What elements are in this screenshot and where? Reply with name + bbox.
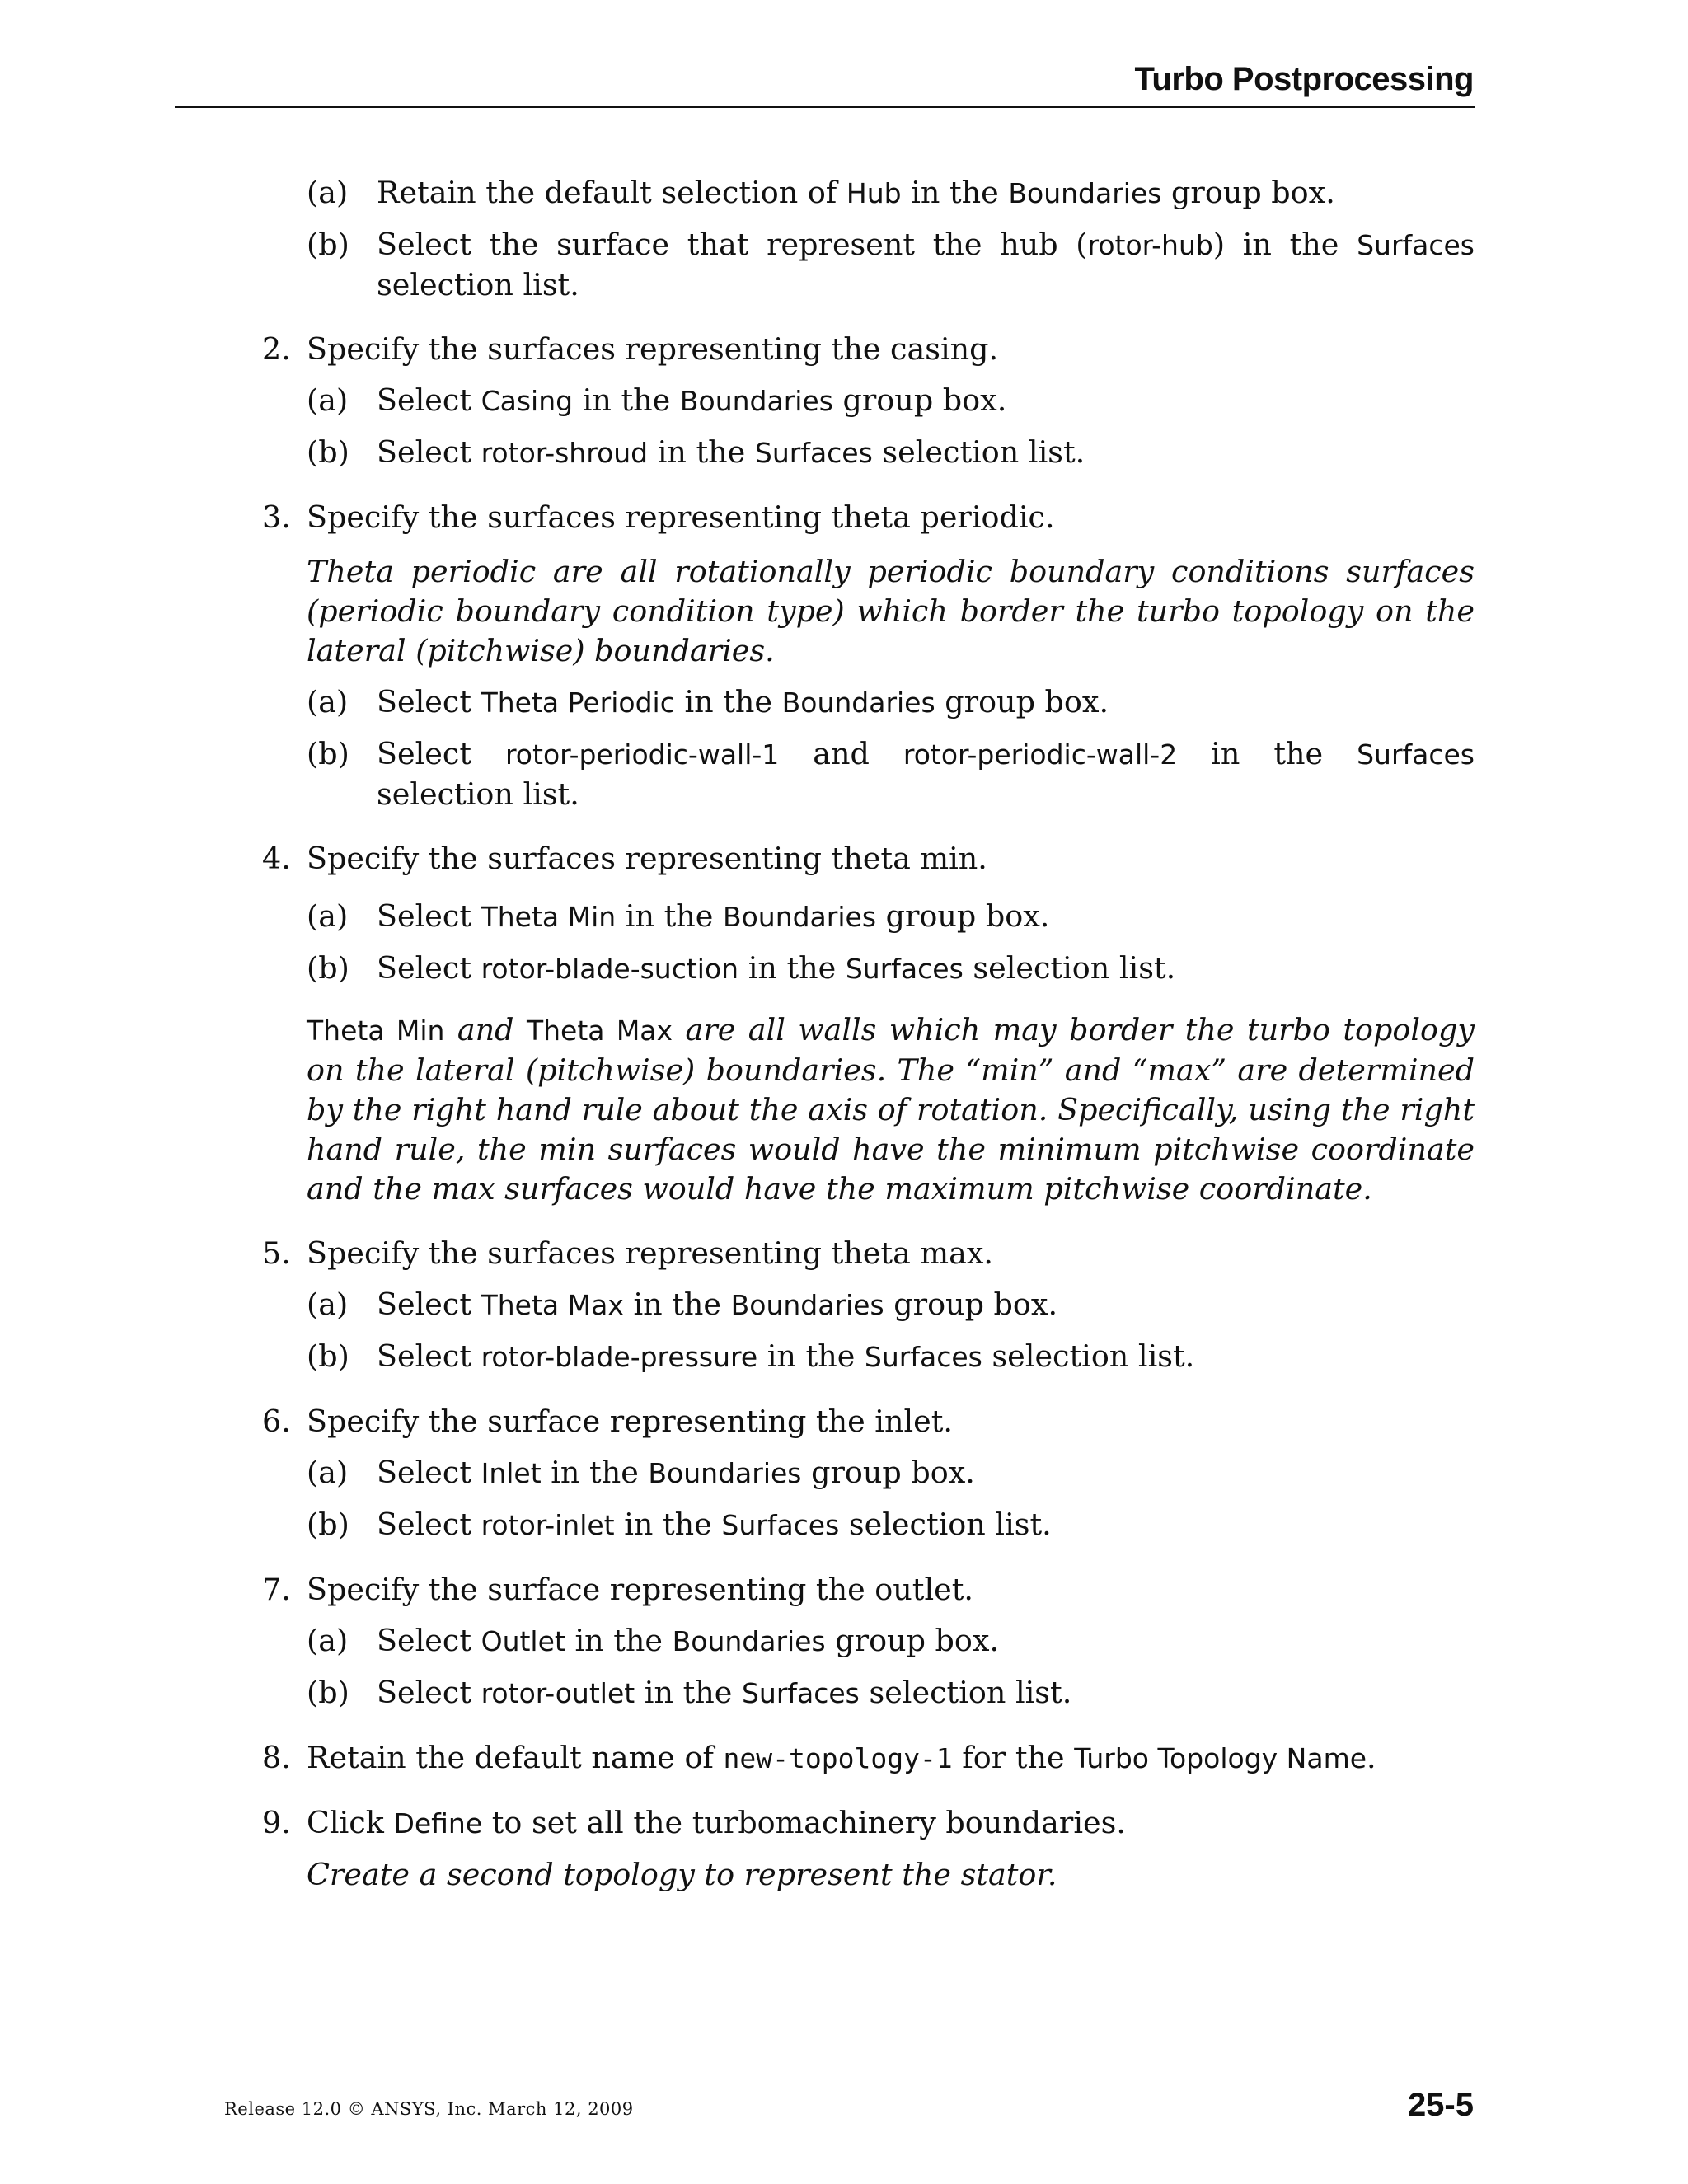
- text: Retain the default selection of: [377, 175, 846, 210]
- ui-term-rotor-outlet: rotor-outlet: [481, 1677, 635, 1709]
- ui-term-surfaces: Surfaces: [754, 437, 873, 469]
- substep-label: (a): [307, 382, 349, 418]
- ui-term-surfaces: Surfaces: [1357, 738, 1475, 771]
- text: for the: [952, 1740, 1075, 1775]
- ui-term-theta-max: Theta Max: [526, 1015, 673, 1047]
- text: and: [779, 736, 903, 771]
- ui-term-boundaries: Boundaries: [781, 687, 935, 719]
- ui-term-theta-max: Theta Max: [481, 1289, 624, 1321]
- ui-term-surfaces: Surfaces: [1357, 229, 1475, 261]
- step-number: 8.: [262, 1740, 291, 1775]
- text: group box.: [825, 1623, 1000, 1658]
- text: group box.: [832, 382, 1007, 418]
- substep-label: (a): [307, 898, 349, 934]
- step-2: [262, 330, 1475, 473]
- step-1-substep-a: [307, 173, 1475, 213]
- text: in the: [614, 1507, 722, 1542]
- text: in the: [573, 382, 680, 418]
- ui-term-theta-periodic: Theta Periodic: [481, 687, 675, 719]
- step-6-substep-a: [307, 1453, 1475, 1493]
- step-number: 7.: [262, 1572, 291, 1607]
- step-number: 2.: [262, 331, 291, 367]
- substep-label: (b): [307, 950, 349, 986]
- text: Select: [377, 382, 481, 418]
- substep-label: (a): [307, 1286, 349, 1322]
- text: Select: [377, 898, 481, 934]
- step-5: [262, 1234, 1475, 1377]
- step-4-substep-a: [307, 897, 1475, 937]
- step-6-substep-b: [307, 1505, 1475, 1545]
- ui-term-surfaces: Surfaces: [845, 953, 964, 985]
- text: selection list.: [377, 267, 579, 302]
- text: are all walls which may border the turbo topology on the lateral (pitchwise) boundaries. The “min” and “max” are determined by the right hand rule about the axis of rotation. Specifically, using the right hand rule, the min surfaces would have the minimum pitchwise coordinate and the max surfaces would have the maximum pitchwise coordinate.: [307, 1012, 1475, 1207]
- ui-term-rotor-blade-pressure: rotor-blade-pressure: [481, 1341, 758, 1373]
- step-number: 6.: [262, 1404, 291, 1439]
- header-divider: [175, 106, 1475, 108]
- step-number: 9.: [262, 1805, 291, 1840]
- substep-label: (b): [307, 1338, 349, 1374]
- text: Select: [377, 1286, 481, 1322]
- step-number: 3.: [262, 499, 291, 535]
- text: Select: [377, 1455, 481, 1490]
- step-text: Specify the surfaces representing theta min.: [307, 841, 987, 876]
- step-text: [307, 1738, 1475, 1779]
- text: in the: [674, 684, 782, 719]
- step-text: Specify the surfaces representing theta max.: [307, 1235, 994, 1271]
- footer-release-info: Release 12.0 © ANSYS, Inc. March 12, 2009: [224, 2099, 634, 2119]
- ui-term-surfaces: Surfaces: [864, 1341, 982, 1373]
- ui-term-boundaries: Boundaries: [648, 1457, 802, 1489]
- step-number: 4.: [262, 841, 291, 876]
- ui-term-rotor-periodic-wall-1: rotor-periodic-wall-1: [504, 738, 780, 771]
- text: Retain the default name of: [307, 1740, 724, 1775]
- text: in the: [1177, 736, 1357, 771]
- ui-term-surfaces: Surfaces: [741, 1677, 860, 1709]
- text: Click: [307, 1805, 394, 1840]
- text: in the: [623, 1286, 731, 1322]
- step-3-substep-a: [307, 682, 1475, 723]
- code-topology-name: new-topology-1: [723, 1742, 953, 1774]
- substep-label: (a): [307, 684, 349, 719]
- step-7-substep-b: [307, 1673, 1475, 1713]
- step-3-note: Theta periodic are all rotationally periodic boundary conditions surfaces (periodic boundary condition type) which border the turbo topology on the lateral (pitchwise) boundaries.: [307, 554, 1475, 668]
- text: ) in the: [1212, 227, 1357, 262]
- ui-term-outlet: Outlet: [481, 1625, 565, 1657]
- ui-term-boundaries: Boundaries: [679, 385, 833, 417]
- text: in the: [541, 1455, 649, 1490]
- step-2-substep-b: [307, 433, 1475, 473]
- step-9-note: Create a second topology to represent the stator.: [307, 1857, 1057, 1892]
- ui-term-boundaries: Boundaries: [672, 1625, 826, 1657]
- ui-term-theta-min: Theta Min: [481, 901, 617, 933]
- step-text: Specify the surface representing the outlet.: [307, 1572, 973, 1607]
- ui-term-inlet: Inlet: [481, 1457, 542, 1489]
- substep-label: (b): [307, 1507, 349, 1542]
- substep-label: (a): [307, 1623, 349, 1658]
- step-9: [262, 1803, 1475, 1895]
- ui-term-turbo-topology-name: Turbo Topology Name: [1074, 1742, 1367, 1774]
- text: in the: [616, 898, 723, 934]
- substep-label: (a): [307, 175, 349, 210]
- ui-term-rotor-shroud: rotor-shroud: [481, 437, 649, 469]
- ui-term-surfaces: Surfaces: [721, 1509, 840, 1541]
- ui-term-rotor-blade-suction: rotor-blade-suction: [481, 953, 739, 985]
- step-4-note: [307, 1010, 1475, 1209]
- text: in the: [757, 1338, 865, 1374]
- step-5-substep-b: [307, 1337, 1475, 1377]
- step-7: [262, 1570, 1475, 1713]
- text: Select: [377, 1675, 481, 1710]
- substep-label: (b): [307, 227, 349, 262]
- substep-label: (a): [307, 1455, 349, 1490]
- step-3-substep-b: [307, 734, 1475, 814]
- text: in the: [565, 1623, 673, 1658]
- text: Select: [377, 434, 481, 470]
- step-7-substep-a: [307, 1621, 1475, 1661]
- document-body: [262, 173, 1475, 1919]
- text: and: [444, 1012, 527, 1047]
- ui-term-casing: Casing: [481, 385, 574, 417]
- substep-label: (b): [307, 434, 349, 470]
- text: group box.: [876, 898, 1050, 934]
- text: Select: [377, 1623, 481, 1658]
- text: group box.: [801, 1455, 975, 1490]
- text: group box.: [935, 684, 1109, 719]
- page-number: 25-5: [1407, 2087, 1474, 2123]
- ui-term-boundaries: Boundaries: [1008, 177, 1162, 209]
- text: Select: [377, 1338, 481, 1374]
- text: .: [1367, 1740, 1376, 1775]
- text: in the: [635, 1675, 742, 1710]
- step-text: [307, 1803, 1475, 1844]
- text: selection list.: [982, 1338, 1195, 1374]
- step-5-substep-a: [307, 1285, 1475, 1325]
- ui-term-boundaries: Boundaries: [730, 1289, 884, 1321]
- page-header-title: Turbo Postprocessing: [1134, 61, 1474, 97]
- text: selection list.: [859, 1675, 1072, 1710]
- text: Select: [377, 950, 481, 986]
- text: group box.: [884, 1286, 1058, 1322]
- step-3: [262, 498, 1475, 814]
- ui-term-rotor-hub: rotor-hub: [1087, 229, 1213, 261]
- step-text: Specify the surface representing the inlet.: [307, 1404, 954, 1439]
- text: in the: [648, 434, 755, 470]
- ui-term-hub: Hub: [846, 177, 902, 209]
- step-4-substep-b: [307, 949, 1475, 989]
- step-1-substep-b: [307, 225, 1475, 305]
- ui-term-define: Define: [393, 1807, 483, 1840]
- ui-term-theta-min: Theta Min: [307, 1015, 445, 1047]
- text: Select: [377, 736, 505, 771]
- step-2-substep-a: [307, 381, 1475, 421]
- step-1-continuation: [262, 173, 1475, 305]
- text: Select: [377, 684, 481, 719]
- step-text: Specify the surfaces representing theta periodic.: [307, 499, 1055, 535]
- text: group box.: [1161, 175, 1335, 210]
- text: selection list.: [839, 1507, 1052, 1542]
- text: to set all the turbomachinery boundaries.: [482, 1805, 1126, 1840]
- text: Select the surface that represent the hub (: [377, 227, 1088, 262]
- text: in the: [901, 175, 1009, 210]
- ui-term-rotor-inlet: rotor-inlet: [481, 1509, 615, 1541]
- substep-label: (b): [307, 736, 349, 771]
- substep-label: (b): [307, 1675, 349, 1710]
- text: Select: [377, 1507, 481, 1542]
- text: in the: [738, 950, 846, 986]
- text: selection list.: [377, 776, 579, 812]
- ui-term-boundaries: Boundaries: [722, 901, 877, 933]
- step-text: Specify the surfaces representing the casing.: [307, 331, 999, 367]
- step-4: [262, 839, 1475, 1209]
- step-6: [262, 1402, 1475, 1545]
- step-8: [262, 1738, 1475, 1779]
- text: selection list.: [872, 434, 1085, 470]
- ui-term-rotor-periodic-wall-2: rotor-periodic-wall-2: [903, 738, 1178, 771]
- step-number: 5.: [262, 1235, 291, 1271]
- text: selection list.: [963, 950, 1176, 986]
